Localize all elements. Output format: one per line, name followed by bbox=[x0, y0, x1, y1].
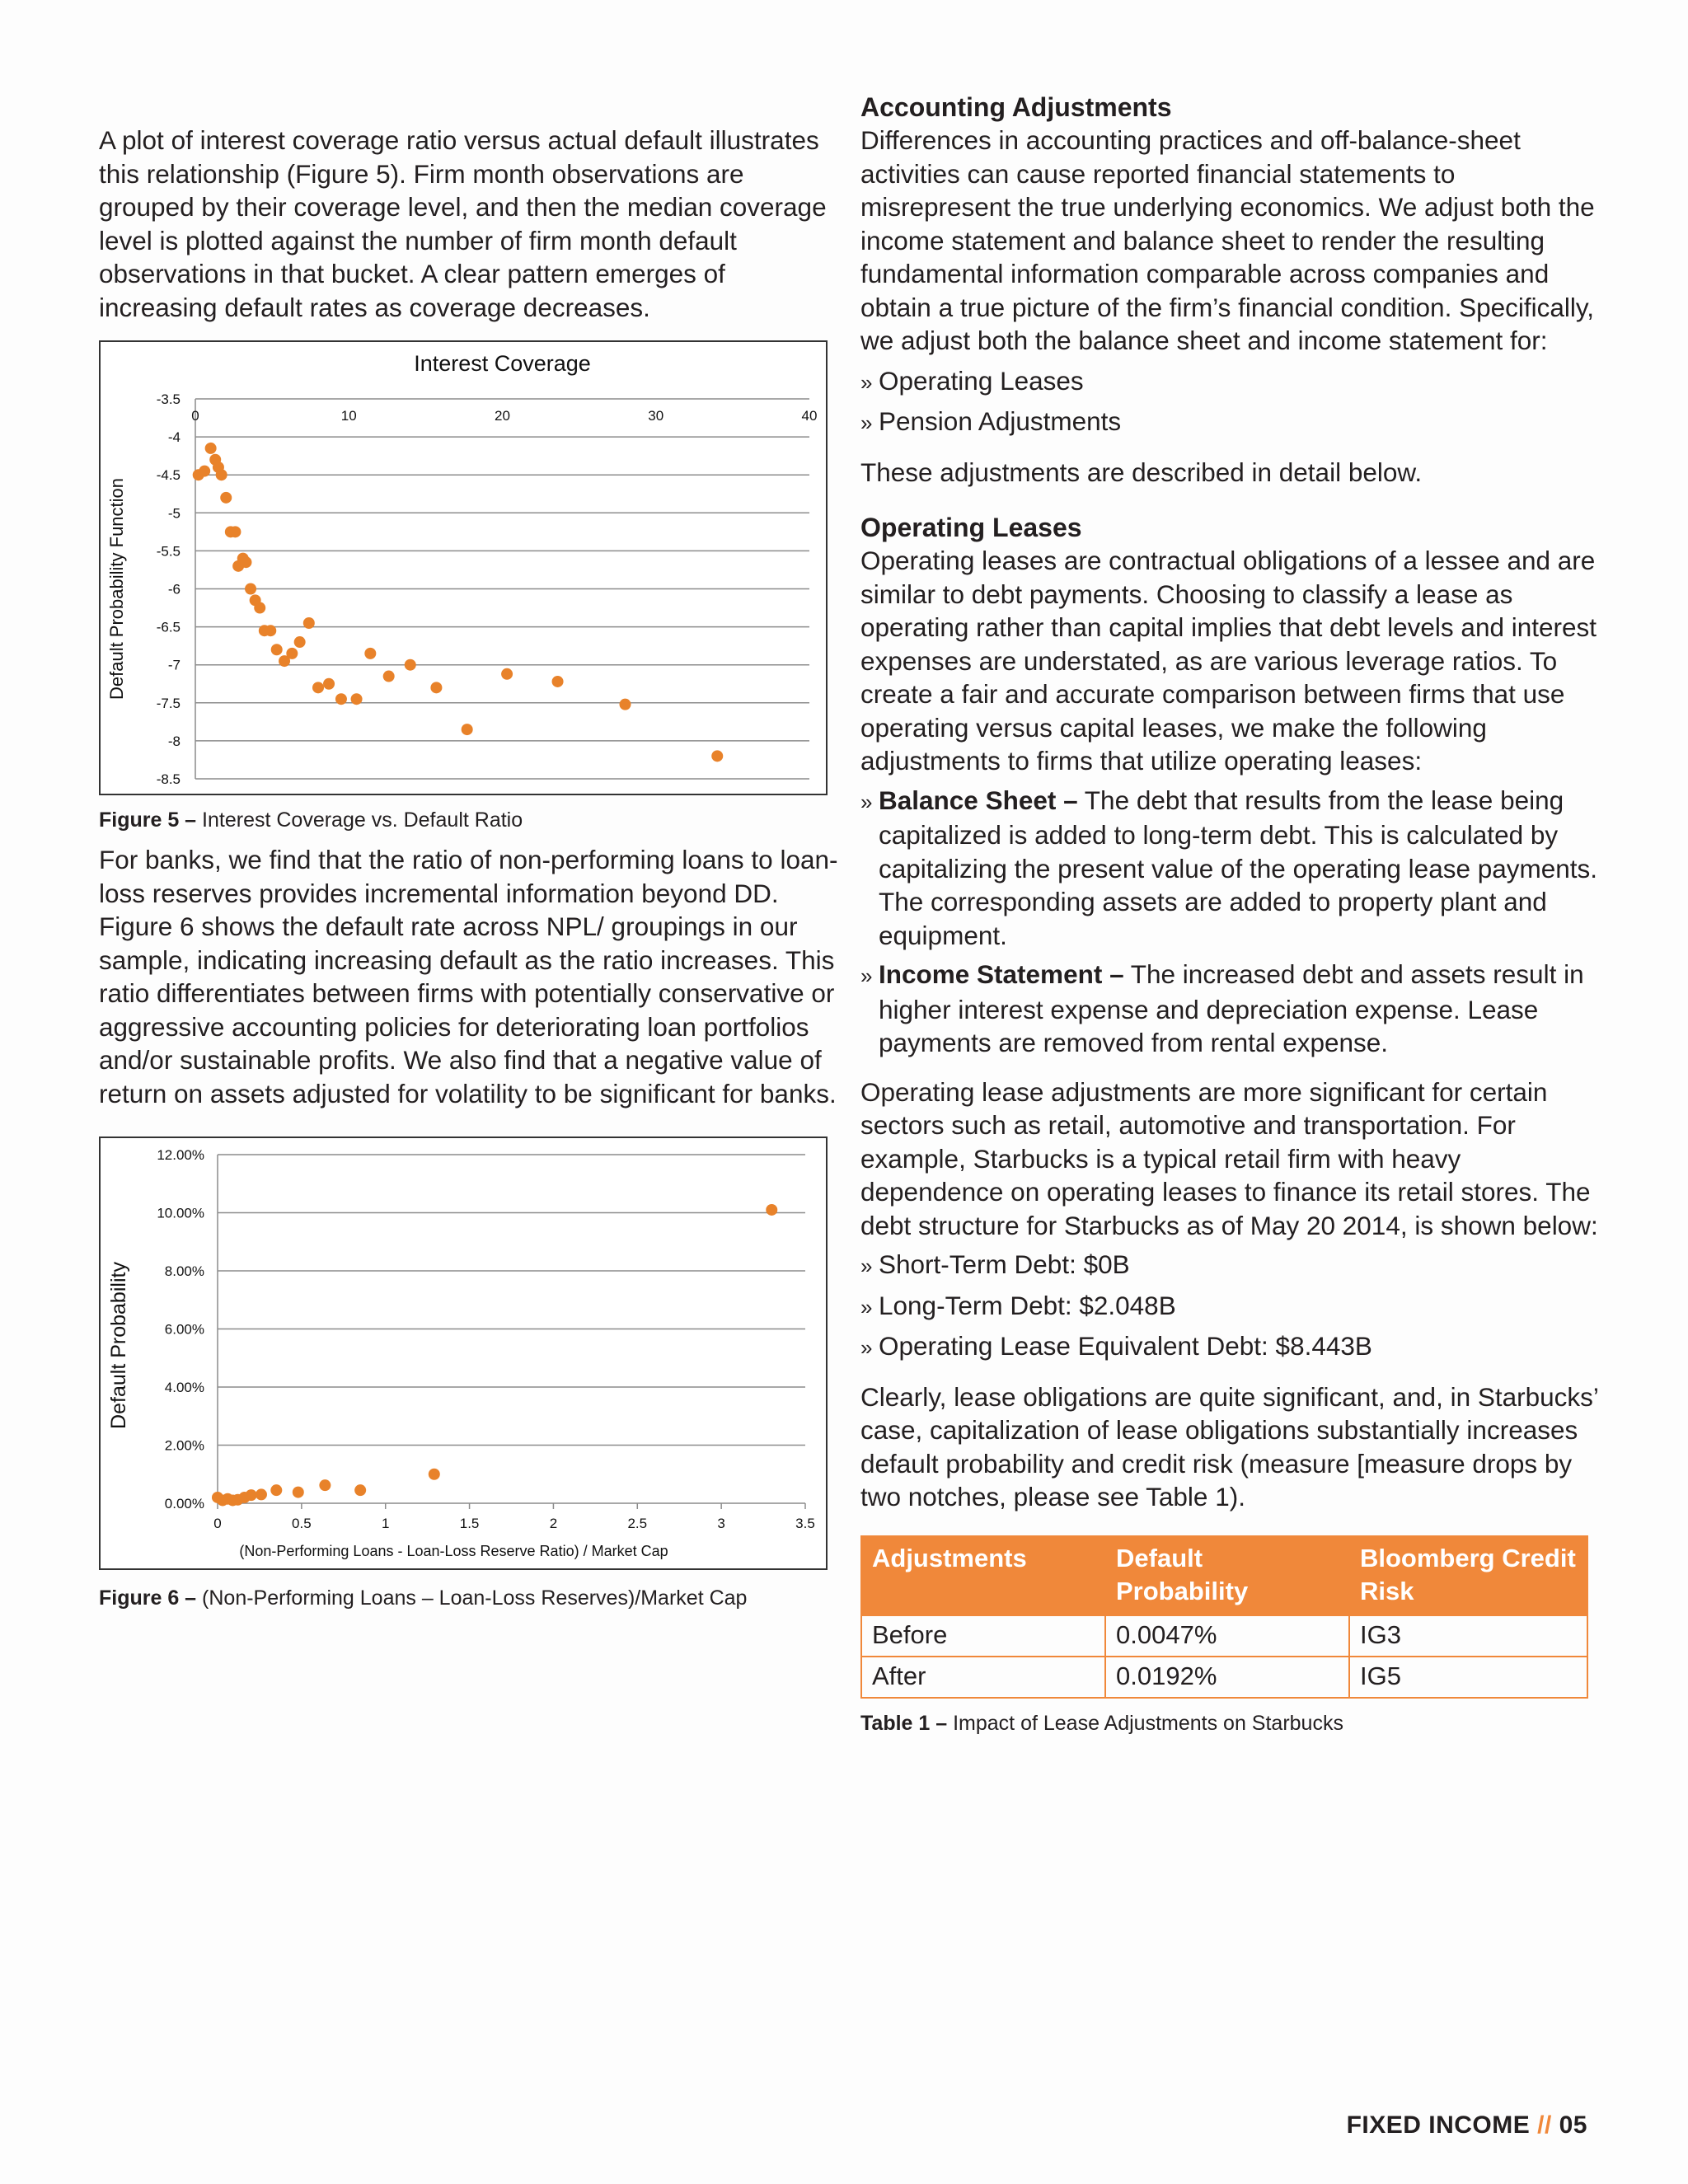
data-point bbox=[430, 682, 442, 693]
data-point bbox=[256, 1488, 267, 1500]
data-point bbox=[286, 648, 298, 659]
paragraph-operating: Operating leases are contractual obligations of a lessee and are similar to debt payments. Choosing to classify a lease as operating rather than capital implies that debt levels and interest expenses are understated, as are various leverage ratios. To create a fair and accurate comparison between firms that use operating versus capital leases, we make the following adjustments to firms that utilize operating leases: bbox=[860, 546, 1597, 776]
data-point bbox=[245, 583, 256, 595]
data-point bbox=[335, 693, 347, 705]
figure-6-caption-label: Figure 6 – bbox=[99, 1586, 197, 1610]
x-tick-label: 40 bbox=[801, 408, 818, 424]
y-tick-label: -8 bbox=[167, 733, 181, 749]
bullet-icon: » bbox=[860, 410, 873, 435]
data-point bbox=[303, 617, 315, 629]
table-cell: 0.0047% bbox=[1105, 1615, 1349, 1657]
data-point bbox=[354, 1484, 366, 1496]
y-axis-label: Default Probability bbox=[107, 1262, 130, 1429]
y-tick-label: 2.00% bbox=[164, 1437, 204, 1454]
data-point bbox=[265, 625, 276, 636]
y-tick-label: -4.5 bbox=[156, 467, 181, 484]
figure-5-caption bbox=[99, 807, 841, 833]
figure-5-chart bbox=[99, 340, 828, 795]
npl-default-scatter bbox=[101, 1138, 826, 1568]
table-1-caption bbox=[860, 1710, 1602, 1736]
list-item: » Operating Lease Equivalent Debt: $8.443B bbox=[860, 1329, 1602, 1365]
table-cell: IG5 bbox=[1349, 1657, 1587, 1698]
y-tick-label: 6.00% bbox=[164, 1321, 204, 1338]
data-point bbox=[294, 636, 306, 648]
paragraph-coverage-intro: A plot of interest coverage ratio versus actual default illustrates this relationship (Figure 5). Firm month observations are grouped by their coverage level, and then the median coverage level is plotted against the number of firm month default observations in that bucket. A clear pattern emerges of increasing default rates as coverage decreases. bbox=[99, 125, 827, 322]
interest-coverage-scatter bbox=[101, 342, 826, 794]
data-point bbox=[240, 556, 251, 568]
bullet-icon: » bbox=[860, 963, 873, 988]
y-tick-label: 4.00% bbox=[164, 1380, 204, 1395]
x-tick-label: 10 bbox=[340, 408, 357, 424]
bullet-icon: » bbox=[860, 369, 873, 395]
list-item-income-statement: » Income Statement – The increased debt and assets result in higher interest expense and depreciation expense. Lease payments are removed from rental expense. bbox=[860, 959, 1584, 1057]
data-point bbox=[220, 492, 232, 504]
chart-title: Interest Coverage bbox=[414, 351, 591, 376]
list-item: » Pension Adjustments bbox=[860, 405, 1602, 440]
data-point bbox=[620, 699, 631, 710]
table-1-caption-label: Table 1 – bbox=[860, 1711, 948, 1735]
data-point bbox=[351, 693, 363, 705]
bullet-icon: » bbox=[860, 789, 873, 814]
x-tick-label: 20 bbox=[495, 408, 510, 424]
table-cell: After bbox=[861, 1657, 1105, 1698]
paragraph-accounting: Differences in accounting practices and off-balance-sheet activities can cause reported financial statements to misrepresent the true underlying economics. We adjust both the income statement and balance sheet to render the resulting fundamental information comparable across companies and obtain a true picture of the firm’s financial condition. Specifically, we adjust both the balance sheet and income statement for: bbox=[860, 125, 1595, 355]
x-tick-label: 1.5 bbox=[459, 1516, 480, 1531]
x-tick-label: 0 bbox=[191, 408, 199, 424]
data-point bbox=[462, 724, 473, 735]
data-point bbox=[270, 1484, 282, 1496]
y-tick-label: -7 bbox=[167, 657, 181, 673]
data-point bbox=[383, 671, 395, 682]
y-tick-label: -8.5 bbox=[156, 771, 181, 787]
table-header: Bloomberg Credit Risk bbox=[1349, 1536, 1587, 1615]
table-1-caption-text: Impact of Lease Adjustments on Starbucks bbox=[953, 1711, 1343, 1735]
paragraph-significant: Operating lease adjustments are more significant for certain sectors such as retail, automotive and transportation. For example, Starbucks is a typical retail firm with heavy dependence on operating leases to finance its retail stores. The debt structure for Starbucks as of May 20 2014, is shown below: bbox=[860, 1076, 1598, 1240]
y-tick-label: -4 bbox=[167, 429, 181, 446]
list-item: » Long-Term Debt: $2.048B bbox=[860, 1289, 1602, 1324]
data-point bbox=[229, 526, 241, 537]
data-point bbox=[199, 466, 210, 477]
list-item-balance-sheet: » Balance Sheet – The debt that results from the lease being capitalized is added to long-term debt. This is calculated by capitalizing the present value of the operating lease payments. The corresponding assets are added to property plant and equipment. bbox=[860, 785, 1598, 950]
data-point bbox=[216, 469, 227, 480]
data-point bbox=[711, 750, 723, 762]
y-axis-label: Default Probability Function bbox=[106, 477, 127, 701]
y-tick-label: -7.5 bbox=[156, 695, 181, 711]
x-tick-label: 2 bbox=[549, 1516, 558, 1531]
figure-5-caption-text: Interest Coverage vs. Default Ratio bbox=[202, 808, 523, 832]
heading-accounting-adjustments: Accounting Adjustments bbox=[860, 92, 1172, 122]
table-header-row bbox=[861, 1536, 1587, 1615]
y-tick-label: -6.5 bbox=[156, 619, 181, 635]
y-tick-label: 12.00% bbox=[157, 1147, 204, 1163]
x-tick-label: 30 bbox=[648, 408, 664, 424]
table-cell: Before bbox=[861, 1615, 1105, 1657]
y-tick-label: 8.00% bbox=[164, 1263, 204, 1279]
data-point bbox=[246, 1489, 257, 1501]
paragraph-clearly: Clearly, lease obligations are quite significant, and, in Starbucks’ case, capitalization of lease obligations substantially increases default probability and credit risk (measure [measure drops by two notches, please see Table 1). bbox=[860, 1381, 1598, 1511]
paragraph-banks: For banks, we find that the ratio of non-performing loans to loan-loss reserves provides incremental information beyond DD. Figure 6 shows the default rate across NPL/ groupings in our sample, indicating increasing default as the ratio increases. This ratio differentiates between firms with potentially conservative or aggressive accounting policies for deteriorating loan portfolios and/or sustainable profits. We also find that a negative value of return on assets adjusted for volatility to be significant for banks. bbox=[99, 845, 838, 1108]
data-point bbox=[312, 682, 324, 693]
left-column bbox=[99, 124, 841, 1611]
data-point bbox=[501, 668, 513, 680]
data-point bbox=[429, 1469, 440, 1480]
x-tick-label: 3.5 bbox=[795, 1516, 815, 1531]
paragraph-described: These adjustments are described in detail below. bbox=[860, 457, 1423, 487]
data-point bbox=[205, 443, 217, 454]
page-footer bbox=[1347, 2111, 1587, 2139]
figure-5-caption-label: Figure 5 – bbox=[99, 808, 197, 832]
list-item: » Operating Leases bbox=[860, 364, 1602, 400]
bullet-icon: » bbox=[860, 1335, 873, 1360]
y-tick-label: -6 bbox=[167, 581, 181, 598]
x-tick-label: 0.5 bbox=[292, 1516, 312, 1531]
table-row bbox=[861, 1615, 1587, 1657]
right-column bbox=[860, 91, 1602, 1736]
table-row bbox=[861, 1657, 1587, 1698]
figure-6-caption-text: (Non-Performing Loans – Loan-Loss Reserves)/Market Cap bbox=[202, 1586, 748, 1610]
page-number: 05 bbox=[1559, 2111, 1587, 2139]
data-point bbox=[271, 644, 283, 655]
figure-6-caption bbox=[99, 1585, 841, 1611]
table-header: Default Probability bbox=[1105, 1536, 1349, 1615]
data-point bbox=[405, 659, 416, 671]
x-tick-label: 3 bbox=[717, 1516, 725, 1531]
x-axis-label: (Non-Performing Loans - Loan-Loss Reserve Ratio) / Market Cap bbox=[239, 1543, 668, 1559]
y-tick-label: -3.5 bbox=[156, 391, 181, 407]
heading-operating-leases: Operating Leases bbox=[860, 513, 1082, 542]
table-cell: 0.0192% bbox=[1105, 1657, 1349, 1698]
table-cell: IG3 bbox=[1349, 1615, 1587, 1657]
footer-section: FIXED INCOME bbox=[1346, 2111, 1531, 2139]
bullet-icon: » bbox=[860, 1254, 873, 1278]
data-point bbox=[766, 1204, 777, 1216]
list-item: » Short-Term Debt: $0B bbox=[860, 1248, 1602, 1283]
lease-adjustments-table bbox=[860, 1535, 1588, 1699]
table-header: Adjustments bbox=[861, 1536, 1105, 1615]
bullet-icon: » bbox=[860, 1294, 873, 1319]
x-tick-label: 1 bbox=[381, 1516, 390, 1531]
data-point bbox=[319, 1479, 331, 1491]
x-tick-label: 0 bbox=[213, 1516, 222, 1531]
figure-6-chart bbox=[99, 1137, 828, 1570]
data-point bbox=[364, 648, 376, 659]
data-point bbox=[552, 676, 564, 687]
footer-slashes: // bbox=[1537, 2111, 1552, 2139]
y-tick-label: -5 bbox=[167, 505, 181, 522]
y-tick-label: 10.00% bbox=[157, 1205, 204, 1221]
data-point bbox=[323, 678, 335, 690]
data-point bbox=[254, 602, 265, 614]
y-tick-label: -5.5 bbox=[156, 543, 181, 560]
data-point bbox=[293, 1487, 304, 1498]
x-tick-label: 2.5 bbox=[627, 1516, 648, 1531]
y-tick-label: 0.00% bbox=[164, 1496, 204, 1511]
